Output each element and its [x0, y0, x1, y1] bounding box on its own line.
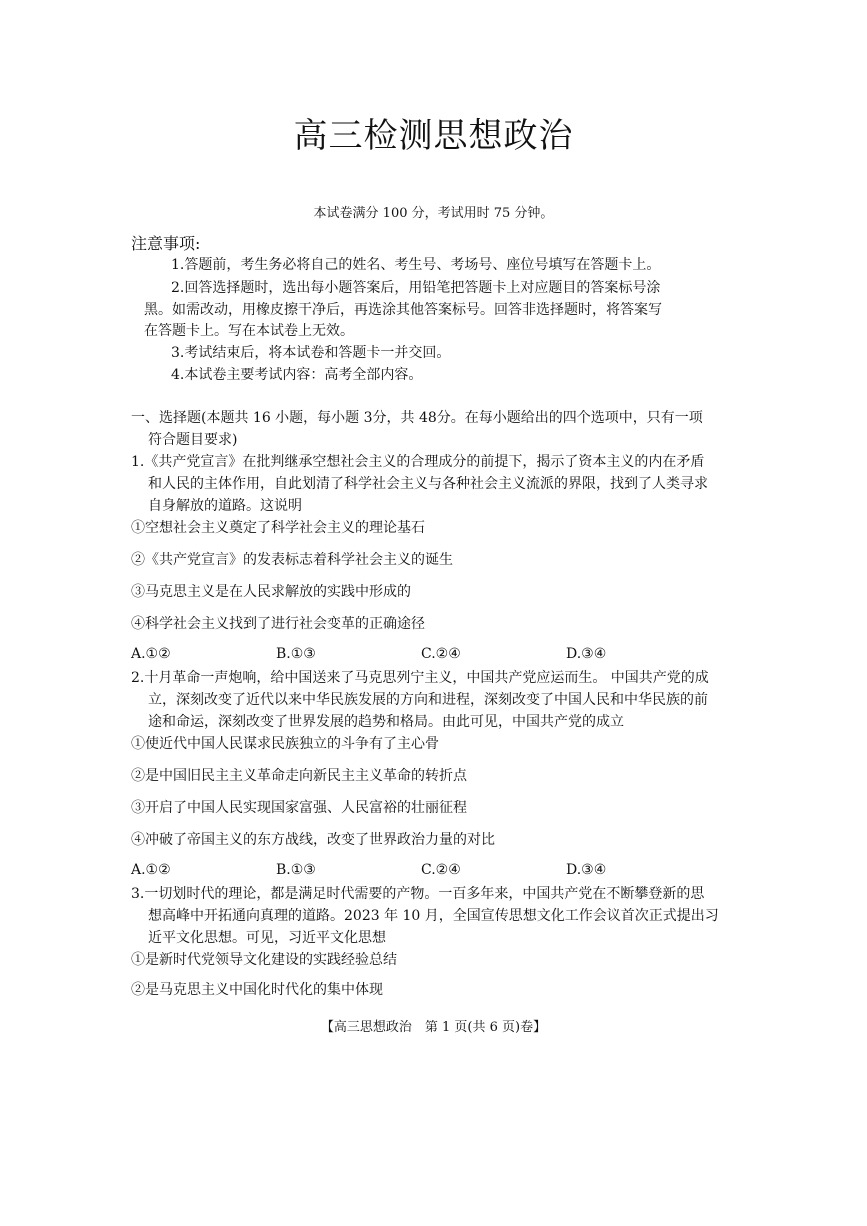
notice-line: 3.考试结束后，将本试卷和答题卡一并交回。 [171, 345, 451, 361]
question-3-stem: 近平文化思想。可见，习近平文化思想 [148, 930, 386, 946]
notice-line: 1.答题前，考生务必将自己的姓名、考生号、考场号、座位号填写在答题卡上。 [171, 257, 661, 273]
exam-info: 本试卷满分 100 分，考试用时 75 分钟。 [313, 206, 554, 221]
question-1-option: ②《共产党宣言》的发表标志着科学社会主义的诞生 [131, 552, 453, 568]
page-title: 高三检测思想政治 [293, 116, 574, 156]
notice-line: 2.回答选择题时，选出每小题答案后，用铅笔把答题卡上对应题目的答案标号涂 [171, 280, 661, 296]
question-1-stem: 自身解放的道路。这说明 [148, 498, 302, 514]
question-1-stem: 1.《共产党宣言》在批判继承空想社会主义的合理成分的前提下，揭示了资本主义的内在矛盾 [131, 454, 705, 470]
question-2-option: ③开启了中国人民实现国家富强、人民富裕的壮丽征程 [131, 800, 467, 816]
question-2-option: ②是中国旧民主主义革命走向新民主主义革命的转折点 [131, 768, 467, 784]
page-footer: 【高三思想政治 第 1 页(共 6 页)卷】 [320, 1020, 547, 1035]
question-2-choice-d: D.③④ [566, 862, 607, 878]
question-3-stem: 3.一切划时代的理论，都是满足时代需要的产物。一百多年来，中国共产党在不断攀登新的思 [131, 886, 705, 902]
notice-line: 4.本试卷主要考试内容：高考全部内容。 [171, 367, 423, 383]
question-2-stem: 立，深刻改变了近代以来中华民族发展的方向和进程，深刻改变了中国人民和中华民族的前 [148, 692, 708, 708]
question-2-stem: 2.十月革命一声炮响，给中国送来了马克思列宁主义，中国共产党应运而生。 中国共产党的成 [131, 670, 709, 686]
notice-heading: 注意事项: [131, 234, 201, 253]
question-2-stem: 途和命运，深刻改变了世界发展的趋势和格局。由此可见，中国共产党的成立 [148, 714, 624, 730]
question-1-choice-c: C.②④ [421, 646, 461, 662]
notice-line: 黑。如需改动，用橡皮擦干净后，再选涂其他答案标号。回答非选择题时，将答案写 [144, 302, 662, 318]
question-2-choice-b: B.①③ [276, 862, 316, 878]
question-2-choice-a: A.①② [131, 862, 171, 878]
question-1-choice-b: B.①③ [276, 646, 316, 662]
section-heading: 一、选择题(本题共 16 小题，每小题 3分，共 48分。在每小题给出的四个选项中，只有一项 [131, 410, 703, 426]
question-1-option: ④科学社会主义找到了进行社会变革的正确途径 [131, 616, 425, 632]
notice-line: 在答题卡上。写在本试卷上无效。 [144, 323, 354, 339]
question-1-stem: 和人民的主体作用，自此划清了科学社会主义与各种社会主义流派的界限，找到了人类寻求 [148, 476, 708, 492]
question-3-option: ①是新时代党领导文化建设的实践经验总结 [131, 952, 397, 968]
question-1-choice-a: A.①② [131, 646, 171, 662]
question-2-option: ④冲破了帝国主义的东方战线，改变了世界政治力量的对比 [131, 832, 495, 848]
question-1-option: ①空想社会主义奠定了科学社会主义的理论基石 [131, 520, 425, 536]
question-1-choice-d: D.③④ [566, 646, 607, 662]
question-3-stem: 想高峰中开拓通向真理的道路。2023 年 10 月，全国宣传思想文化工作会议首次正式提出习 [148, 908, 719, 924]
question-2-choice-c: C.②④ [421, 862, 461, 878]
question-2-option: ①使近代中国人民谋求民族独立的斗争有了主心骨 [131, 736, 439, 752]
question-1-option: ③马克思主义是在人民求解放的实践中形成的 [131, 584, 411, 600]
section-heading-cont: 符合题目要求) [148, 432, 238, 448]
question-3-option: ②是马克思主义中国化时代化的集中体现 [131, 982, 383, 998]
